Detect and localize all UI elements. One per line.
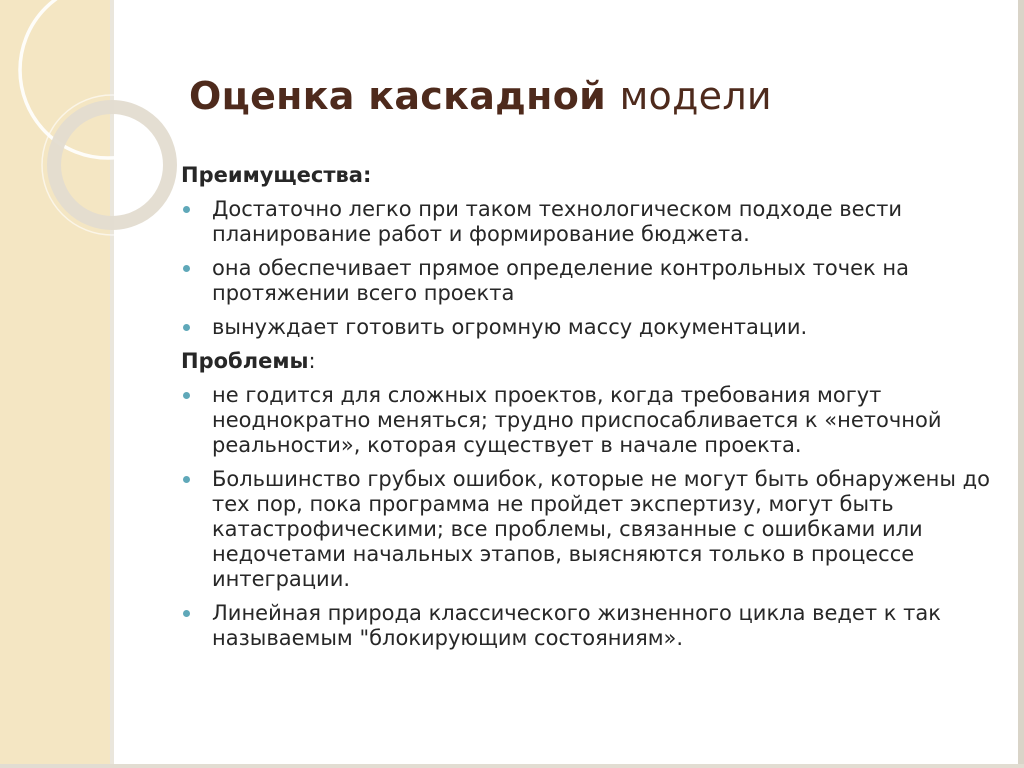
list-item (181, 256, 991, 306)
slide-title-normal: модели (619, 74, 772, 118)
list-item-text: она обеспечивает прямое определение контрольных точек на протяжении всего проекта (212, 256, 909, 305)
bullet-icon (183, 476, 190, 483)
list-item (181, 197, 991, 247)
list-item (181, 383, 991, 458)
problems-heading-text: Проблемы (181, 349, 309, 373)
advantages-list (181, 197, 991, 340)
bullet-icon (183, 392, 190, 399)
bullet-icon (183, 324, 190, 331)
list-item (181, 467, 991, 592)
slide-content (181, 163, 991, 660)
advantages-heading: Преимущества: (181, 163, 372, 187)
problems-heading-colon: : (308, 349, 316, 373)
bullet-icon (183, 265, 190, 272)
decorative-ring-large (20, 0, 196, 158)
list-item-text: Большинство грубых ошибок, которые не могут быть обнаружены до тех пор, пока программа не пройдет экспертизу, могут быть катастрофическими; все проблемы, связанные с ошибками или недочетами начальных этапов, выясняются только в процессе интеграции. (212, 467, 990, 591)
list-item-text: Достаточно легко при таком технологическом подходе вести планирование работ и формирование бюджета. (212, 197, 903, 246)
slide-title-bold: Оценка каскадной (189, 74, 607, 118)
problems-list (181, 383, 991, 651)
list-item (181, 315, 991, 340)
decorative-ring-thin (42, 95, 182, 235)
slide-title (189, 70, 772, 122)
slide-frame-right (1018, 0, 1024, 768)
decorative-rings (0, 0, 200, 330)
list-item-text: не годится для сложных проектов, когда требования могут неоднократно меняться; трудно приспосабливается к «неточной реальности», которая существует в начале проекта. (212, 383, 942, 457)
decorative-ring-thick (54, 107, 170, 223)
problems-heading (181, 349, 991, 374)
list-item (181, 601, 991, 651)
list-item-text: Линейная природа классического жизненного цикла ведет к так называемым "блокирующим состояниям». (212, 601, 941, 650)
bullet-icon (183, 206, 190, 213)
list-item-text: вынуждает готовить огромную массу документации. (212, 315, 808, 339)
slide-frame-bottom (0, 764, 1024, 768)
bullet-icon (183, 610, 190, 617)
